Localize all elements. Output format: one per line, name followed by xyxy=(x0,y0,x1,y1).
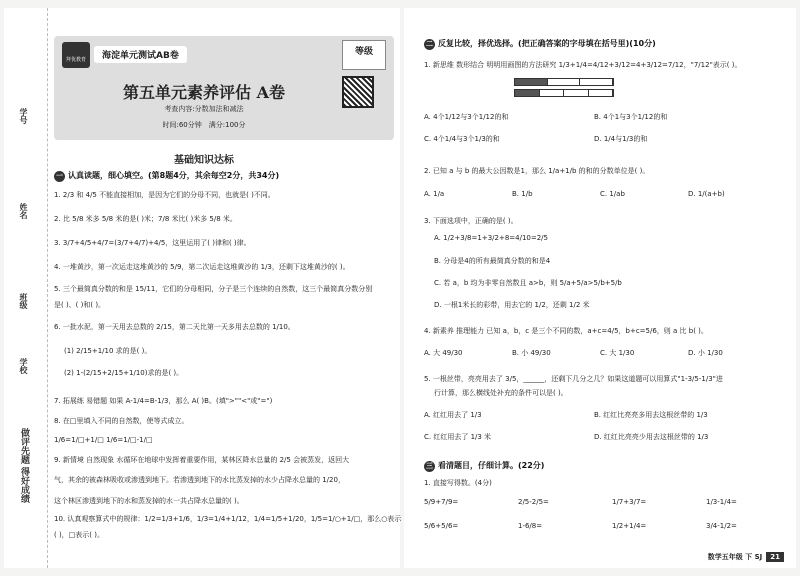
calc-item: 1/3-1/4= xyxy=(706,498,737,506)
question-line: 9. 新情境 自然现象 水循环在地球中发挥着重要作用，某林区降水总量的 2/5 会被蒸发，返回大 xyxy=(54,456,350,464)
footer-text: 数学五年级 下 SJ xyxy=(707,553,763,561)
page-title: 第五单元素养评估 A卷 xyxy=(123,83,285,102)
fraction-bar-diagram xyxy=(514,78,614,100)
question-line: D. 一根1米长的彩带，用去它的 1/2，还剩 1/2 米 xyxy=(434,301,590,309)
question-line: 气，其余的被森林吸收或渗透到地下。若渗透到地下的水比蒸发掉的水少占降水总量的 1/20， xyxy=(54,476,345,484)
slogan: 做评先题 得好成绩 xyxy=(19,428,29,504)
question-line: 1/6=1/□+1/□ 1/6=1/□-1/□ xyxy=(54,436,153,444)
series-title: 海淀单元测试AB卷 xyxy=(94,46,187,63)
section-number-icon: 二 xyxy=(426,40,433,48)
calc-item: 5/9+7/9= xyxy=(424,498,459,506)
question-line: 10. 认真观察算式中的规律：1/2=1/3+1/6，1/3=1/4+1/12，1/4=1/5+1/20，1/5=1/○+1/□，那么○表示 xyxy=(54,515,402,523)
question-line: ( )，□表示( )。 xyxy=(54,531,104,539)
question-line: 这个林区渗透到地下的水和蒸发掉的水一共占降水总量的( )。 xyxy=(54,497,244,505)
section-number-icon: 三 xyxy=(426,462,433,470)
name-label: 姓名 xyxy=(19,203,28,219)
question-line: D. 1/(a+b) xyxy=(688,190,725,198)
question-line: A. 大 49/30 xyxy=(424,349,463,357)
question-line: 7. 拓展练 易错题 如果 A-1/4=B-1/3，那么 A( )B。(填">""<"或"=") xyxy=(54,397,273,405)
page-number: 21 xyxy=(766,552,784,562)
question-line: 3. 下面选项中，正确的是( )。 xyxy=(424,217,518,225)
question-line: D. 红红比亮亮少用去这根丝带的 1/3 xyxy=(594,433,709,441)
school-label: 学校 xyxy=(19,358,28,374)
right-page xyxy=(404,8,796,568)
question-line: C. 4个1/4与3个1/3的和 xyxy=(424,135,500,143)
question-line: B. 4个1与3个1/12的和 xyxy=(594,113,668,121)
question-line: B. 1/b xyxy=(512,190,533,198)
score-text: 满分:100分 xyxy=(208,121,246,129)
question-line: 6. 一批水泥，第一天用去总数的 2/15，第二天比第一天多用去总数的 1/10。 xyxy=(54,323,295,331)
section-3-heading xyxy=(424,460,544,472)
binding-margin xyxy=(4,8,48,568)
grade-box: 等级 xyxy=(342,40,386,70)
question-line: C. 红红用去了 1/3 米 xyxy=(424,433,492,441)
question-line: A. 红红用去了 1/3 xyxy=(424,411,482,419)
question-line: B. 红红比亮亮多用去这根丝带的 1/3 xyxy=(594,411,708,419)
class-label: 班级 xyxy=(19,293,28,309)
left-page xyxy=(4,8,400,568)
question-line: (1) 2/15+1/10 求的是( )。 xyxy=(64,347,152,355)
question-line: 8. 在□里填入不同的自然数，使等式成立。 xyxy=(54,417,189,425)
calc-title: 1. 直接写得数。(4分) xyxy=(424,479,492,487)
section-title: 基础知识达标 xyxy=(174,155,234,166)
question-line: 4. 一堆黄沙，第一次运走这堆黄沙的 5/9，第二次运走这堆黄沙的 1/3，还剩下这堆黄沙的( )。 xyxy=(54,263,350,271)
question-line: D. 小 1/30 xyxy=(688,349,723,357)
bar-thirds xyxy=(514,78,614,86)
calc-item: 2/5-2/5= xyxy=(518,498,549,506)
question-line: C. 大 1/30 xyxy=(600,349,635,357)
section-1-text: 认真读题，细心填空。(第8题4分，其余每空2分，共34分) xyxy=(68,171,280,180)
question-line: 2. 已知 a 与 b 的最大公因数是1，那么 1/a+1/b 的和的分数单位是( )。 xyxy=(424,167,650,175)
calc-item: 3/4-1/2= xyxy=(706,522,737,530)
section-number-icon: 一 xyxy=(56,172,63,180)
question-line: 4. 新素养 推理能力 已知 a，b，c 是三个不同的数，a+c=4/5，b+c=5/6，则 a 比 b( )。 xyxy=(424,327,708,335)
title-banner xyxy=(54,36,394,140)
scope-text: 考查内容:分数加法和减法 xyxy=(164,105,244,113)
question-line: 5. 三个最简真分数的和是 15/11，它们的分母相同，分子是三个连续的自然数，这三个最简真分数分别 xyxy=(54,285,373,293)
question-line: 3. 3/7+4/5+4/7=(3/7+4/7)+4/5，这里运用了( )律和( )律。 xyxy=(54,239,251,247)
section-2-heading xyxy=(424,38,656,50)
calc-item: 1/2+1/4= xyxy=(612,522,647,530)
calc-item: 5/6+5/6= xyxy=(424,522,459,530)
question-line: B. 小 49/30 xyxy=(512,349,551,357)
question-line: D. 1/4与1/3的和 xyxy=(594,135,648,143)
section-1-heading xyxy=(54,170,279,182)
publisher-logo: 拜优教育 xyxy=(62,42,90,68)
question-line: B. 分母是4的所有最简真分数的和是4 xyxy=(434,257,551,265)
question-line: (2) 1-(2/15+2/15+1/10)求的是( )。 xyxy=(64,369,184,377)
question-line: 2. 比 5/8 米多 5/8 米的是( )米；7/8 米比( )米多 5/8 米。 xyxy=(54,215,237,223)
question-line: 是( )、( )和( )。 xyxy=(54,301,106,309)
qr-code-icon xyxy=(342,76,374,108)
question-line: 行计算，那么横线处补充的条件可以是( )。 xyxy=(434,389,568,397)
bar-quarters xyxy=(514,89,614,97)
time-score xyxy=(54,120,354,130)
question-line: 1. 2/3 和 4/5 不能直接相加，是因为它们的分母不同，也就是( )不同。 xyxy=(54,191,275,199)
question-line: 5. 一根丝带，亮亮用去了 3/5，______，还剩下几分之几？如果这道题可以用算式"1-3/5-1/3"进 xyxy=(424,375,723,383)
student-number-label: 学号 xyxy=(19,108,28,124)
section-3-text: 看清题目，仔细计算。(22分) xyxy=(438,461,545,470)
time-text: 时间:60分钟 xyxy=(162,121,202,129)
calc-item: 1-6/8= xyxy=(518,522,543,530)
calc-item: 1/7+3/7= xyxy=(612,498,647,506)
question-line: C. 若 a，b 均为非零自然数且 a>b，则 5/a+5/a>5/b+5/b xyxy=(434,279,622,287)
question-line: C. 1/ab xyxy=(600,190,625,198)
section-2-text: 反复比较，择优选择。(把正确答案的字母填在括号里)(10分) xyxy=(438,39,656,48)
question-1: 1. 新思维 数形结合 明明用画图的方法研究 1/3+1/4=4/12+3/12=4+3/12=7/12，"7/12"表示( )。 xyxy=(424,61,742,69)
question-line: A. 4个1/12与3个1/12的和 xyxy=(424,113,509,121)
question-line: A. 1/2+3/8=1+3/2+8=4/10=2/5 xyxy=(434,234,548,242)
page-footer xyxy=(708,552,784,562)
question-line: A. 1/a xyxy=(424,190,445,198)
